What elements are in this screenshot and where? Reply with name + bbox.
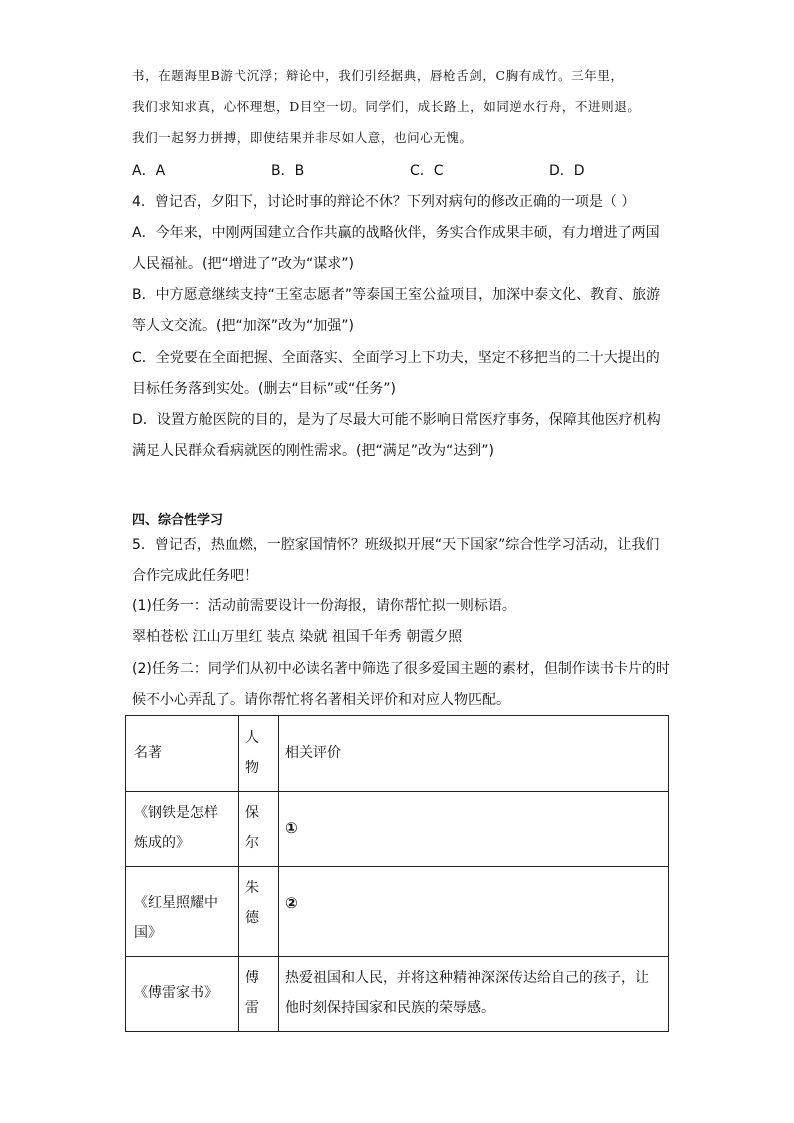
answer-blank-1[interactable]: ①	[285, 819, 298, 837]
slogan-word-bank: 翠柏苍松 江山万里红 装点 染就 祖国千年秀 朝霞夕照	[132, 629, 463, 645]
q3-option-c[interactable]: C．C	[410, 163, 444, 179]
table-row	[126, 957, 669, 1032]
person-cell	[239, 957, 279, 1032]
q4-option-a-line1[interactable]: A．今年来，中刚两国建立合作共赢的战略伙伴，务实合作成果丰硕，有力增进了两国	[132, 225, 660, 241]
header-comment: 相关评价	[285, 745, 341, 761]
header-book: 名著	[134, 745, 162, 761]
book-title: 《钢铁是怎样炼成的》	[134, 805, 218, 851]
book-title: 《傅雷家书》	[134, 985, 218, 1001]
table-row	[126, 792, 669, 867]
header-person-cell	[239, 716, 279, 792]
q4-option-b-line1[interactable]: B．中方愿意继续支持“王室志愿者”等泰国王室公益项目，加深中泰文化、教育、旅游	[132, 287, 661, 303]
task2-line-2: 候不小心弄乱了。请你帮忙将名著相关评价和对应人物匹配。	[132, 692, 510, 708]
task1-prompt: (1)任务一：活动前需要设计一份海报，请你帮忙拟一则标语。	[132, 598, 516, 614]
q4-option-c-line2: 目标任务落到实处。(删去“目标”或“任务”)	[132, 381, 396, 397]
person-cell	[239, 867, 279, 957]
answer-blank-2[interactable]: ②	[285, 894, 298, 912]
passage-line-3: 我们一起努力拼搏，即使结果并非尽如人意，也问心无愧。	[132, 130, 473, 145]
book-matching-table	[125, 715, 669, 1032]
q4-option-b-line2: 等人文交流。(把“加深”改为“加强”)	[132, 318, 354, 334]
person-cell	[239, 792, 279, 867]
book-cell	[126, 867, 239, 957]
q3-option-a[interactable]: A．A	[132, 163, 166, 179]
q3-options	[132, 160, 692, 180]
passage-line-1: 书，在题海里B游弋沉浮；辩论中，我们引经据典，唇枪舌剑，C胸有成竹。三年里，	[132, 68, 624, 83]
comment-cell	[279, 957, 669, 1032]
book-cell	[126, 957, 239, 1032]
book-cell	[126, 792, 239, 867]
q4-option-a-line2: 人民福祉。(把“增进了”改为“谋求”)	[132, 256, 354, 272]
header-book-cell	[126, 716, 239, 792]
comment-text: 热爱祖国和人民，并将这种精神深深传达给自己的孩子，让他时刻保持国家和民族的荣辱感。	[285, 970, 649, 1016]
comment-cell[interactable]	[279, 867, 669, 957]
passage-line-2: 我们求知求真，心怀理想，D目空一切。同学们，成长路上，如同逆水行舟，不进则退。	[132, 99, 641, 114]
table-header-row	[126, 716, 669, 792]
q5-line-1: 5．曾记否，热血燃，一腔家国情怀？班级拟开展“天下国家”综合性学习活动，让我们	[132, 537, 660, 553]
person-name: 保尔	[245, 805, 259, 851]
q5-line-2: 合作完成此任务吧！	[132, 568, 258, 584]
header-comment-cell	[279, 716, 669, 792]
table-row	[126, 867, 669, 957]
q4-option-c-line1[interactable]: C．全党要在全面把握、全面落实、全面学习上下功夫，坚定不移把当的二十大提出的	[132, 350, 660, 366]
comment-cell[interactable]	[279, 792, 669, 867]
task2-line-1: (2)任务二：同学们从初中必读名著中筛选了很多爱国主题的素材，但制作读书卡片的时	[132, 661, 670, 677]
q4-option-d-line1[interactable]: D．设置方舱医院的目的，是为了尽最大可能不影响日常医疗事务，保障其他医疗机构	[132, 412, 661, 428]
q3-option-b[interactable]: B．B	[271, 163, 305, 179]
q4-stem: 4．曾记否，夕阳下，讨论时事的辩论不休？下列对病句的修改正确的一项是（ ）	[132, 194, 636, 210]
person-name: 朱德	[245, 880, 259, 926]
book-title: 《红星照耀中国》	[134, 895, 218, 941]
header-person: 人物	[245, 730, 259, 776]
person-name: 傅雷	[245, 970, 259, 1016]
q4-option-d-line2: 满足人民群众看病就医的刚性需求。(把“满足”改为“达到”)	[132, 443, 494, 459]
q3-option-d[interactable]: D．D	[549, 163, 585, 179]
section-heading: 四、综合性学习	[132, 513, 224, 528]
